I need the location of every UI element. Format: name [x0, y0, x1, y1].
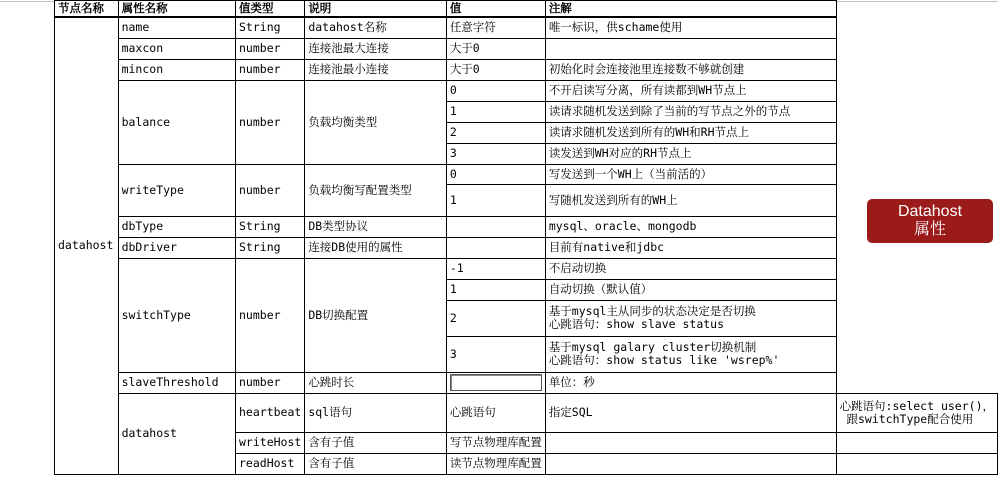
- note-cell: 不开启读写分离，所有读都到WH节点上: [545, 80, 836, 101]
- note-cell: 目前有native和jdbc: [545, 237, 836, 258]
- header-value: 值: [446, 1, 545, 18]
- attr-cell: switchType: [118, 258, 235, 372]
- value-cell: 大于0: [446, 38, 545, 59]
- badge-line: Datahost: [897, 203, 963, 220]
- value-cell: 3: [446, 143, 545, 164]
- value-cell: 大于0: [446, 59, 545, 80]
- note-cell: 读发送到WH对应的RH节点上: [545, 143, 836, 164]
- type-cell: String: [236, 17, 305, 38]
- value-cell: [545, 432, 836, 453]
- attr-cell: dbType: [118, 216, 235, 237]
- note-cell: 写随机发送到所有的WH上: [545, 184, 836, 216]
- note-cell: [836, 432, 997, 453]
- note-cell: [836, 393, 997, 432]
- type-cell: sql语句: [305, 393, 447, 432]
- note-cell: mysql、oracle、mongodb: [545, 216, 836, 237]
- value-cell: [446, 237, 545, 258]
- desc-cell: 写节点物理库配置: [446, 432, 545, 453]
- desc-cell: 读节点物理库配置: [446, 453, 545, 474]
- value-cell: 指定SQL: [545, 393, 836, 432]
- attr-cell: writeType: [118, 164, 235, 216]
- table-row: [55, 258, 998, 279]
- desc-cell: 连接DB使用的属性: [305, 237, 447, 258]
- value-cell: 0: [446, 164, 545, 184]
- type-cell: number: [236, 164, 305, 216]
- type-cell: String: [236, 216, 305, 237]
- table-row: [55, 216, 998, 237]
- note-cell: 读请求随机发送到除了当前的写节点之外的节点: [545, 101, 836, 122]
- datahost-badge: [867, 199, 993, 243]
- attr-cell: writeHost: [236, 432, 305, 453]
- note-cell: 不启动切换: [545, 258, 836, 279]
- note-cell: [545, 336, 836, 372]
- note-cell: 读请求随机发送到所有的WH和RH节点上: [545, 122, 836, 143]
- attr-cell: name: [118, 17, 235, 38]
- value-cell: [545, 453, 836, 474]
- node-name-cell: datahost: [118, 393, 235, 474]
- attr-cell: slaveThreshold: [118, 372, 235, 393]
- type-cell: number: [236, 258, 305, 372]
- type-cell: 含有子值: [305, 453, 447, 474]
- table-row: [55, 372, 998, 393]
- type-cell: number: [236, 80, 305, 164]
- selected-value-cell[interactable]: [446, 372, 545, 393]
- desc-cell: 连接池最小连接: [305, 59, 447, 80]
- note-line: 心跳语句：show status like 'wsrep%': [548, 353, 780, 367]
- attr-cell: balance: [118, 80, 235, 164]
- table-row: [55, 59, 998, 80]
- note-cell: 唯一标识，供schame使用: [545, 17, 836, 38]
- attribute-table: [54, 0, 998, 475]
- header-attr-name: 属性名称: [118, 1, 235, 18]
- attr-cell: readHost: [236, 453, 305, 474]
- desc-cell: 负载均衡写配置类型: [305, 164, 447, 216]
- value-cell: -1: [446, 258, 545, 279]
- note-cell: 自动切换（默认值）: [545, 279, 836, 300]
- table-row: [55, 80, 998, 101]
- note-cell: 单位：秒: [545, 372, 836, 393]
- note-line: 基于mysql galary cluster切换机制: [548, 340, 757, 354]
- note-cell: 写发送到一个WH上（当前活的）: [545, 164, 836, 184]
- table-row: [55, 38, 998, 59]
- desc-cell: 负载均衡类型: [305, 80, 447, 164]
- desc-cell: 心跳时长: [305, 372, 447, 393]
- value-cell: 1: [446, 184, 545, 216]
- type-cell: String: [236, 237, 305, 258]
- value-cell: 1: [446, 279, 545, 300]
- type-cell: number: [236, 59, 305, 80]
- note-line: 跟switchType配合使用: [839, 411, 974, 426]
- header-description: 说明: [305, 1, 447, 18]
- note-line: 心跳语句：show slave status: [548, 317, 725, 331]
- desc-cell: 连接池最大连接: [305, 38, 447, 59]
- header-row: [55, 1, 998, 18]
- value-cell: 任意字符: [446, 17, 545, 38]
- note-cell: [836, 453, 997, 474]
- table-row: [55, 393, 998, 432]
- table-row: [55, 17, 998, 38]
- value-cell: 1: [446, 101, 545, 122]
- badge-line: 属性: [913, 221, 946, 238]
- desc-cell: datahost名称: [305, 17, 447, 38]
- value-cell: 3: [446, 336, 545, 372]
- note-line: 基于mysql主从同步的状态决定是否切换: [548, 304, 756, 318]
- value-cell: 2: [446, 122, 545, 143]
- value-cell: [446, 216, 545, 237]
- header-note: 注解: [545, 1, 836, 18]
- table-row: [55, 237, 998, 258]
- type-cell: 含有子值: [305, 432, 447, 453]
- desc-cell: DB切换配置: [305, 258, 447, 372]
- note-cell: [545, 38, 836, 59]
- type-cell: number: [236, 372, 305, 393]
- note-cell: [545, 300, 836, 336]
- value-cell: 0: [446, 80, 545, 101]
- attr-cell: dbDriver: [118, 237, 235, 258]
- attr-cell: heartbeat: [236, 393, 305, 432]
- header-node-name: 节点名称: [55, 1, 119, 18]
- table-row: [55, 164, 998, 184]
- node-name-cell: datahost: [55, 17, 119, 474]
- cell-selection-box: [450, 374, 542, 391]
- desc-cell: DB类型协议: [305, 216, 447, 237]
- desc-cell: 心跳语句: [446, 393, 545, 432]
- header-value-type: 值类型: [236, 1, 305, 18]
- type-cell: number: [236, 38, 305, 59]
- attr-cell: mincon: [118, 59, 235, 80]
- note-line: 心跳语句:select user()，: [839, 398, 994, 413]
- attr-cell: maxcon: [118, 38, 235, 59]
- value-cell: 2: [446, 300, 545, 336]
- note-cell: 初始化时会连接池里连接数不够就创建: [545, 59, 836, 80]
